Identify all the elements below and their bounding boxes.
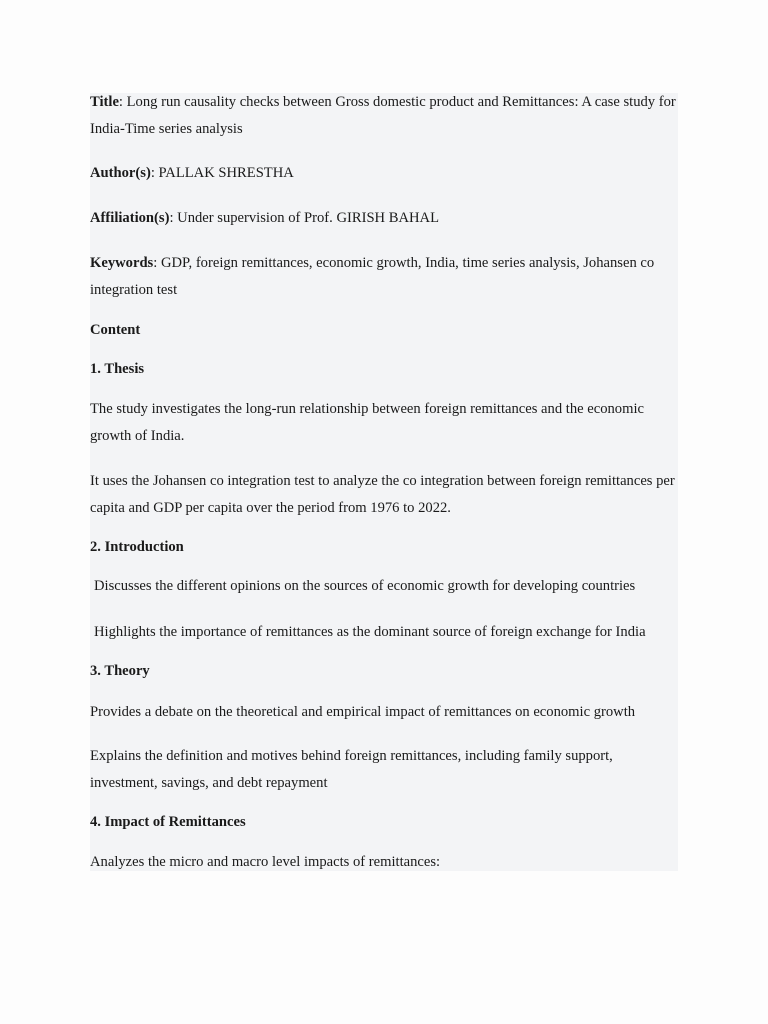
section-heading-theory: 3. Theory [90,663,150,679]
affiliation-value: : Under supervision of Prof. GIRISH BAHAL [169,210,440,226]
author-label: Author(s) [90,165,151,181]
content-heading: Content [90,322,141,338]
keywords-value: : GDP, foreign remittances, economic growth, India, time series analysis, Johansen co integration test [90,255,655,298]
affiliation-line [90,205,678,232]
section-heading-introduction: 2. Introduction [90,539,184,555]
document-body [90,93,678,871]
title-line [90,89,678,142]
theory-paragraph-2: Explains the definition and motives behind foreign remittances, including family support, investment, savings, and debt repayment [90,748,613,791]
theory-paragraph-1: Provides a debate on the theoretical and empirical impact of remittances on economic growth [90,704,636,720]
author-value: : PALLAK SHRESTHA [150,165,294,181]
thesis-paragraph-1: The study investigates the long-run relationship between foreign remittances and the economic growth of India. [90,401,644,444]
author-line [90,160,678,187]
section-heading-impact: 4. Impact of Remittances [90,814,246,830]
title-value: : Long run causality checks between Gross domestic product and Remittances: A case study for India-Time series analysis [90,94,676,137]
thesis-paragraph-2: It uses the Johansen co integration test to analyze the co integration between foreign remittances per capita and GDP per capita over the period from 1976 to 2022. [90,473,675,516]
introduction-paragraph-1: Discusses the different opinions on the sources of economic growth for developing countries [94,578,636,594]
keywords-label: Keywords [90,255,154,271]
introduction-paragraph-2: Highlights the importance of remittances as the dominant source of foreign exchange for India [94,624,646,640]
keywords-line [90,250,678,303]
title-label: Title [90,94,119,110]
affiliation-label: Affiliation(s) [90,210,170,226]
impact-paragraph-1: Analyzes the micro and macro level impacts of remittances: [90,854,441,870]
section-heading-thesis: 1. Thesis [90,361,145,377]
